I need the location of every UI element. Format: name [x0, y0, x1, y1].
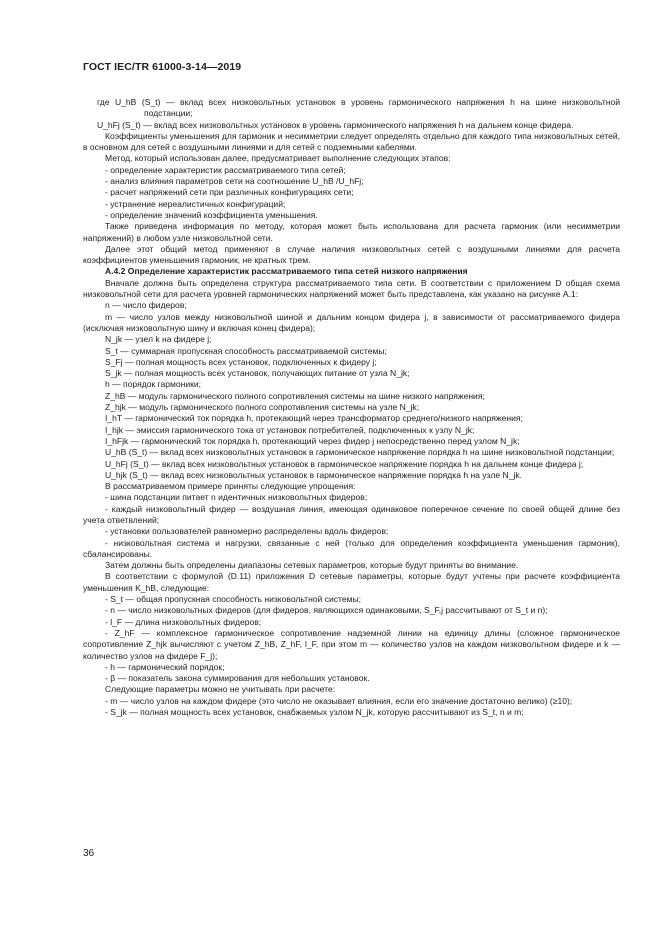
list-item: - низковольтная система и нагрузки, связанные с ней (только для определения коэффициента уменьшения гармоник), сбалансированы.	[83, 537, 620, 559]
definition-item: S_jk — полная мощность всех установок, получающих питание от узла N_jk;	[105, 368, 410, 379]
definition-item: N_jk — узел k на фидере j;	[105, 334, 212, 345]
paragraph: Вначале должна быть определена структура рассматриваемого типа сети. В соответствии с приложением D общая схема низковольтной сети для расчета уровней гармонических напряжений может быть представлена, как указано на рисунке А.1:	[83, 277, 620, 300]
list-item: - шина подстанции питает n идентичных низковольтных фидеров;	[105, 492, 368, 503]
definition-item: U_hjk (S_t) — вклад всех низковольтных установок в гармоническое напряжение порядка h на узле N_jk.	[105, 469, 522, 480]
definition-item: h — порядок гармоники;	[105, 379, 202, 390]
definition-item: Z_hB — модуль гармонического полного сопротивления системы на шине низкого напряжения;	[105, 390, 485, 401]
list-item: - каждый низковольтный фидер — воздушная линия, имеющая одинаковое поперечное сечение по своей общей длине без учета ответвлений;	[83, 503, 620, 525]
page-number: 36	[83, 848, 95, 859]
list-item: - расчет напряжений сети при различных конфигурациях сети;	[105, 187, 354, 198]
paragraph: U_hFj (S_t) — вклад всех низковольтных установок в уровень гармонического напряжения h на дальнем конце фидера.	[97, 119, 574, 130]
paragraph: В соответствии с формулой (D.11) приложения D сетевые параметры, которые будут учтены при расчете коэффициента уменьшения K_hB, следующие:	[83, 571, 620, 593]
list-item: - S_jk — полная мощность всех установок, снабжаемых узлом N_jk, которую рассчитывают из S_t, n и m;	[105, 707, 524, 718]
definition-item: Z_hjk — модуль гармонического полного сопротивления системы на узле N_jk;	[105, 402, 420, 413]
paragraph: Далее этот общий метод применяют в случае наличия низковольтных сетей с воздушными линиями для расчета коэффициентов уменьшения гармоник, не кратных трем.	[83, 243, 620, 266]
paragraph: Метод, который использован далее, предусматривает выполнение следующих этапов:	[105, 153, 451, 164]
paragraph: Также приведена информация по методу, которая может быть использована для расчета гармоник (или несимметрии напряжений) в любом узле низковольтной сети.	[83, 221, 620, 243]
definition-item: m — число узлов между низковольтной шиной и дальним концом фидера j, в зависимости от рассматриваемого фидера (исключая низковольтную шину и включая конец фидера);	[83, 311, 620, 333]
list-item: - Z_hF — комплексное гармоническое сопротивление надземной линии на единицу длины (сложное гармоническое сопротивление Z_hjk вычисляют с учетом Z_hB, Z_hF, l_F, при этом m — количество узлов на каждом низковольтном фидере и k — количество узлов на фидере F_j);	[83, 627, 620, 661]
definition-item: I_hT — гармонический ток порядка h, протекающий через трансформатор среднего/низкого напряжения;	[105, 413, 523, 424]
paragraph: где U_hB (S_t) — вклад всех низковольтных установок в уровень гармонического напряжения h на шине низковольтной подстанции;	[97, 97, 620, 119]
definition-item: S_t — суммарная пропускная способность рассматриваемой системы;	[105, 345, 387, 356]
list-item: - n — число низковольтных фидеров (для фидеров, являющихся одинаковыми, S_F,j рассчитывают от S_t и n);	[105, 605, 548, 616]
document-body	[83, 97, 620, 718]
definition-item: I_hFjk — гармонический ток порядка h, протекающий через фидер j непосредственно перед узлом N_jk;	[105, 435, 520, 446]
definition-item: I_hjk — эмиссия гармонического тока от установок потребителей, подключенных к узлу N_jk;	[105, 424, 475, 435]
list-item: - устранение нереалистичных конфигураций;	[105, 198, 286, 209]
paragraph: Коэффициенты уменьшения для гармоник и несимметрии следует определять отдельно для каждого типа низковольтных сетей, в основном для сетей с воздушными линиями и для сетей с подземными кабелями.	[83, 130, 620, 153]
definition-item: U_hB (S_t) — вклад всех низковольтных установок в гармоническое напряжение порядка h на шине низковольтной подстанции;	[105, 447, 615, 458]
list-item: - β — показатель закона суммирования для небольших установок.	[105, 673, 370, 684]
list-item: - определение значений коэффициента уменьшения.	[105, 209, 318, 220]
list-item: - установки пользователей равномерно распределены вдоль фидеров;	[105, 526, 389, 537]
paragraph: Следующие параметры можно не учитывать при расчете:	[105, 684, 336, 695]
list-item: - l_F — длина низковольтных фидеров;	[105, 616, 262, 627]
paragraph: В рассматриваемом примере приняты следующие упрощения:	[105, 481, 356, 492]
list-item: - анализ влияния параметров сети на соотношение U_hB /U_hFj;	[105, 176, 364, 187]
definition-item: n — число фидеров;	[105, 300, 187, 311]
list-item: - S_t — общая пропускная способность низковольтной системы;	[105, 594, 361, 605]
definition-item: S_Fj — полная мощность всех установок, подключенных к фидеру j;	[105, 356, 377, 367]
definition-item: U_hFj (S_t) — вклад всех низковольтных установок в гармоническое напряжение порядка h на дальнем конце фидера j;	[105, 458, 584, 469]
document-header: ГОСТ IEC/TR 61000-3-14—2019	[83, 61, 242, 73]
list-item: - m — число узлов на каждом фидере (это число не оказывает влияния, если его значение достаточно велико) (≥10);	[105, 695, 573, 706]
paragraph: Затем должны быть определены диапазоны сетевых параметров, которые будут приняты во внимание.	[105, 560, 519, 571]
list-item: - h — гармонический порядок;	[105, 661, 225, 672]
list-item: - определение характеристик рассматриваемого типа сетей;	[105, 164, 346, 175]
section-heading: А.4.2 Определение характеристик рассматриваемого типа сетей низкого напряжения	[105, 266, 468, 277]
